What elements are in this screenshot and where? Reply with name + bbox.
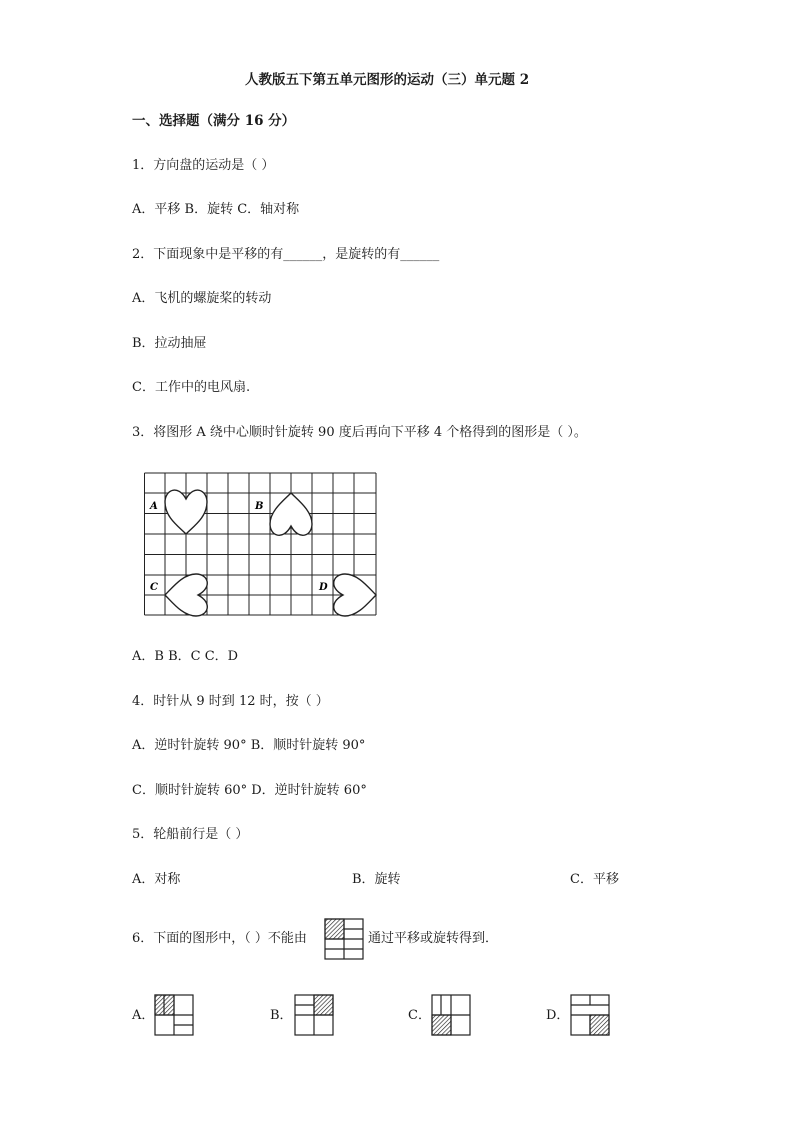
heart-grid-figure [142, 470, 380, 618]
section-heading: 一、选择题（满分 16 分） [132, 113, 296, 129]
question-6-option-b-label: B． [270, 1008, 293, 1023]
question-6-option-a-label: A． [132, 1008, 155, 1023]
q6-option-c-figure [431, 994, 471, 1036]
page-title: 人教版五下第五单元图形的运动（三）单元题 2 [245, 72, 530, 88]
q6-option-b-figure [294, 994, 334, 1036]
question-3-stem: 3．将图形 A 绕中心顺时针旋转 90 度后再向下平移 4 个格得到的图形是（ ）。 [132, 425, 587, 440]
question-2-option-b: B．拉动抽屉 [132, 336, 207, 351]
question-2-option-a: A．飞机的螺旋桨的转动 [132, 291, 272, 306]
question-2-stem: 2．下面现象中是平移的有______，是旋转的有______ [132, 247, 440, 262]
question-4-options-row1: A．逆时针旋转 90° B．顺时针旋转 90° [132, 738, 366, 753]
question-1-stem: 1．方向盘的运动是（ ） [132, 158, 275, 173]
grid-label-c: C [150, 582, 158, 593]
question-5-stem: 5．轮船前行是（ ） [132, 827, 249, 842]
question-4-options-row2: C．顺时针旋转 60° D．逆时针旋转 60° [132, 783, 367, 798]
question-6-option-d-label: D． [546, 1008, 570, 1023]
question-1-options: A．平移 B．旋转 C．轴对称 [132, 202, 300, 217]
question-6-option-c-label: C． [408, 1008, 431, 1023]
q6-reference-figure [324, 918, 364, 960]
question-5-option-a: A．对称 [132, 872, 181, 887]
q6-option-d-figure [570, 994, 610, 1036]
question-6-stem-after: 通过平移或旋转得到． [368, 931, 499, 946]
q6-option-a-figure [154, 994, 194, 1036]
question-3-options: A．B B．C C．D [132, 649, 239, 664]
question-4-stem: 4．时针从 9 时到 12 时，按（ ） [132, 694, 329, 709]
grid-label-d: D [319, 582, 328, 593]
grid-label-b: B [255, 501, 264, 512]
question-5-option-c: C．平移 [570, 872, 619, 887]
question-2-option-c: C．工作中的电风扇. [132, 380, 251, 395]
question-6-stem-before: 6．下面的图形中，（ ）不能由 [132, 931, 307, 946]
grid-label-a: A [150, 501, 158, 512]
question-5-option-b: B．旋转 [352, 872, 401, 887]
